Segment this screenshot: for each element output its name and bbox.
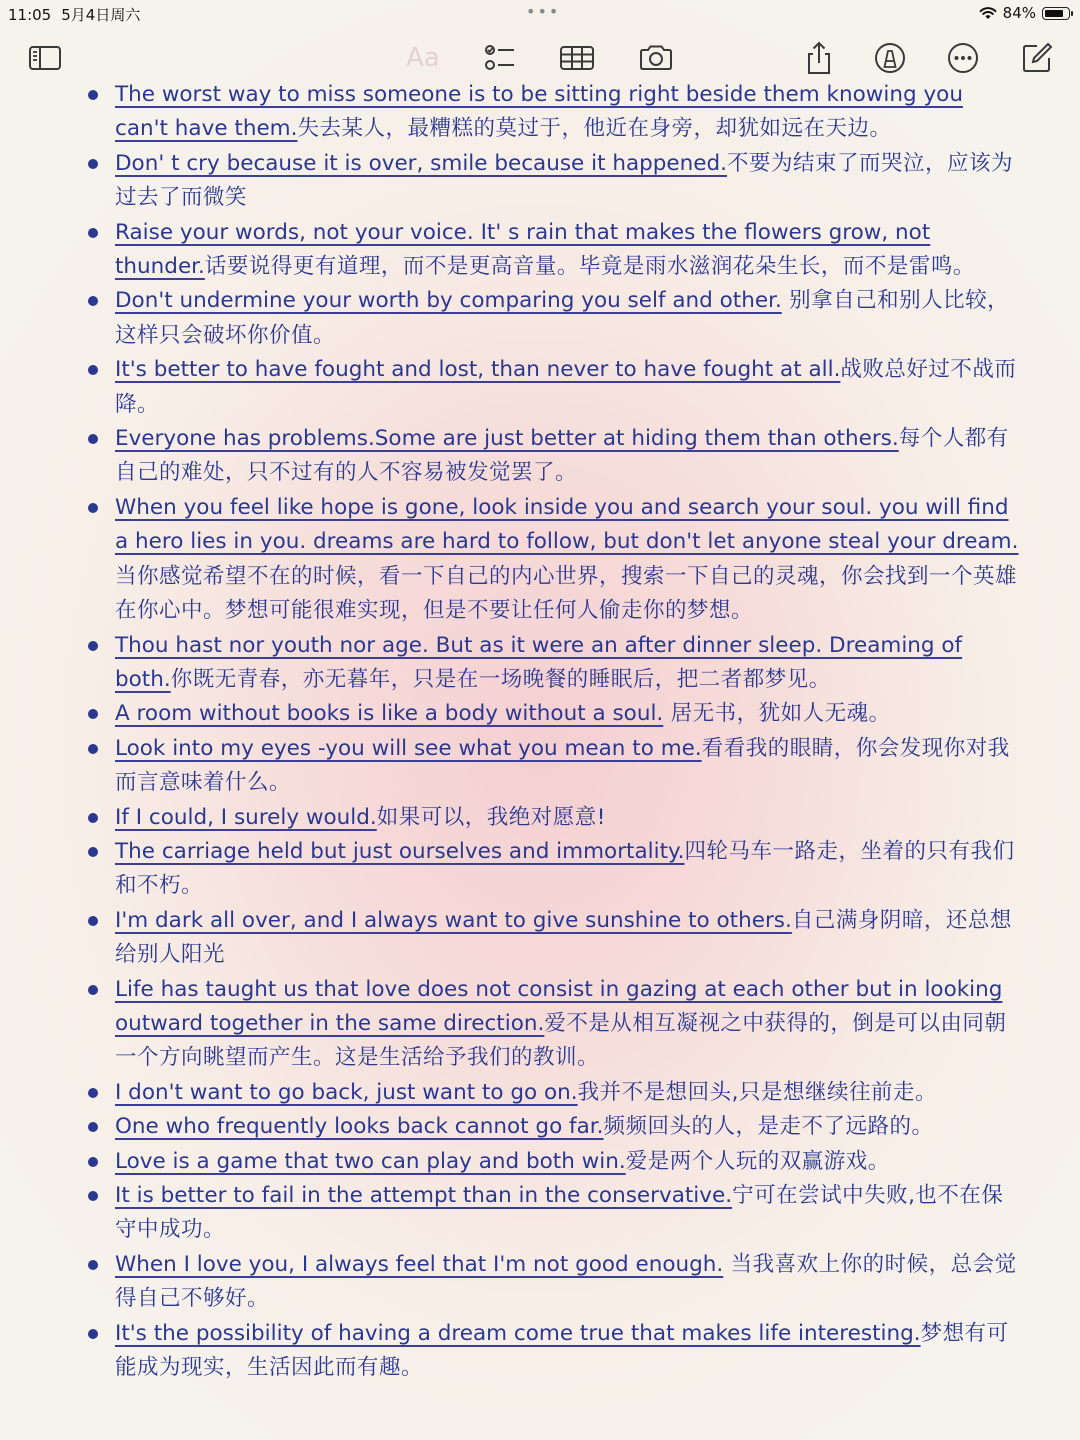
date-text: 5月4日周六 [61,6,141,24]
time-text: 11:05 [8,6,52,24]
list-item[interactable] [0,835,1080,904]
chinese-translation: 自己满身阴暗，还总想给别人阳光 [115,907,1012,968]
english-sentence: Everyone has problems.Some are just better at hiding them than others. [115,426,899,452]
english-sentence: If I could, I surely would. [115,804,377,830]
list-item[interactable] [0,1248,1080,1317]
list-item[interactable] [0,904,1080,973]
chinese-translation: 每个人都有自己的难处，只不过有的人不容易被发觉罢了。 [115,426,1009,486]
share-button[interactable] [797,36,841,80]
bullet-dot [88,434,98,444]
english-sentence: When you feel like hope is gone, look inside you and search your soul. you will find a hero lies in you. dreams are hard to follow, but don't let anyone steal your dream. [115,494,1019,555]
english-sentence: It's the possibility of having a dream come true that makes life interesting. [115,1320,921,1346]
checklist-button[interactable] [477,36,521,80]
english-sentence: I don't want to go back, just want to go on. [115,1079,578,1105]
table-icon [559,40,595,76]
english-sentence: It's better to have fought and lost, than never to have fought at all. [115,357,841,383]
chinese-translation: 当我喜欢上你的时候，总会觉得自己不够好。 [115,1251,1017,1312]
list-item[interactable] [0,732,1080,801]
chinese-translation: 我并不是想回头,只是想继续往前走。 [577,1079,937,1105]
note-body[interactable] [0,80,1080,1440]
list-item[interactable] [0,1145,1080,1179]
english-sentence: Life has taught us that love does not consist in gazing at each other but in looking outward together in the same direction. [115,976,1003,1036]
notes-toolbar [0,36,1080,82]
bullet-dot [88,1329,98,1339]
list-item[interactable] [0,1076,1080,1110]
battery-percent: 84% [1002,4,1036,22]
chinese-translation: 看看我的眼睛，你会发现你对我而言意味着什么。 [115,735,1010,796]
english-sentence: The carriage held but just ourselves and immortality. [115,838,685,864]
chinese-translation: 居无书，犹如人无魂。 [663,701,891,727]
chinese-translation: 你既无青春，亦无暮年，只是在一场晚餐的睡眠后，把二者都梦见。 [170,666,831,692]
more-icon [945,40,981,76]
list-item[interactable] [0,422,1080,491]
bullet-dot [88,503,98,513]
status-time [8,4,140,25]
english-sentence: A room without books is like a body without a soul. [115,701,664,727]
sidebar-icon [27,40,63,76]
english-sentence: One who frequently looks back cannot go far. [115,1114,604,1140]
chinese-translation: 宁可在尝试中失败,也不在保守中成功。 [115,1183,1004,1243]
english-sentence: Look into my eyes -you will see what you mean to me. [115,735,702,761]
compose-icon [1019,40,1055,76]
bullet-dot [88,365,98,375]
english-sentence: Don' t cry because it is over, smile because it happened. [115,150,727,176]
checklist-icon [481,40,517,76]
list-item[interactable] [0,1110,1080,1144]
list-item[interactable] [0,697,1080,731]
bullet-dot [88,1191,98,1201]
english-sentence: Don't undermine your worth by comparing you self and other. [115,288,782,314]
bullet-dot [88,1157,98,1167]
chinese-translation: 频频回头的人，是走不了远路的。 [603,1114,934,1140]
list-item[interactable] [0,629,1080,698]
english-sentence: Love is a game that two can play and both win. [115,1148,626,1174]
chinese-translation: 四轮马车一路走，坐着的只有我们和不朽。 [115,838,1015,899]
list-item[interactable] [0,80,1080,147]
bullet-list [0,80,1080,1385]
bullet-dot [88,1260,98,1270]
chinese-translation: 不要为结束了而哭泣，应该为过去了而微笑 [115,150,1014,211]
bullet-dot [88,916,98,926]
bullet-dot [88,159,98,169]
sidebar-toggle-button[interactable] [23,36,67,80]
chinese-translation: 当你感觉希望不在的时候，看一下自己的内心世界，搜索一下自己的灵魂，你会找到一个英雄在你心中。梦想可能很难实现，但是不要让任何人偷走你的梦想。 [115,563,1018,624]
markup-button[interactable] [868,36,912,80]
camera-button[interactable] [634,36,678,80]
battery-icon [1042,7,1070,20]
english-sentence: The worst way to miss someone is to be sitting right beside them knowing you can't have them. [115,82,963,142]
bullet-dot [88,985,98,995]
bullet-dot [88,296,98,306]
bullet-dot [88,1122,98,1132]
table-button[interactable] [555,36,599,80]
bullet-dot [88,228,98,238]
format-button[interactable] [401,36,445,80]
list-item[interactable] [0,1317,1080,1386]
list-item[interactable] [0,1179,1080,1248]
list-item[interactable] [0,801,1080,835]
chinese-translation: 话要说得更有道理，而不是更高音量。毕竟是雨水滋润花朵生长，而不是雷鸣。 [204,254,975,280]
chinese-translation: 别拿自己和别人比较，这样只会破坏你价值。 [115,288,1010,348]
chinese-translation: 失去某人，最糟糕的莫过于，他近在身旁，却犹如远在天边。 [297,116,892,142]
bullet-dot [88,90,98,100]
list-item[interactable] [0,973,1080,1076]
share-icon [801,40,837,76]
compose-button[interactable] [1015,36,1059,80]
multitasking-dots[interactable]: ••• [526,2,561,21]
english-sentence: I'm dark all over, and I always want to give sunshine to others. [115,907,792,933]
bullet-dot [88,1088,98,1098]
markup-icon [872,40,908,76]
bullet-dot [88,813,98,823]
english-sentence: Raise your words, not your voice. It' s rain that makes the flowers grow, not thunder. [115,219,931,280]
camera-icon [638,40,674,76]
format-aa-label: Aa [406,43,440,73]
more-button[interactable] [941,36,985,80]
battery-fill [1045,10,1063,17]
chinese-translation: 爱不是从相互凝视之中获得的，倒是可以由同朝一个方向眺望而产生。这是生活给予我们的教训。 [115,1010,1007,1071]
english-sentence: When I love you, I always feel that I'm not good enough. [115,1251,724,1277]
wifi-icon [979,6,997,20]
bullet-dot [88,847,98,857]
chinese-translation: 战败总好过不战而降。 [115,357,1017,417]
bullet-dot [88,744,98,754]
list-item[interactable] [0,353,1080,422]
list-item[interactable] [0,284,1080,353]
english-sentence: Thou hast nor youth nor age. But as it were an after dinner sleep. Dreaming of both. [115,632,963,692]
chinese-translation: 如果可以，我绝对愿意! [376,804,606,830]
chinese-translation: 爱是两个人玩的双赢游戏。 [625,1148,890,1174]
list-item[interactable] [0,147,1080,216]
list-item[interactable] [0,491,1080,629]
status-indicators [979,4,1070,22]
list-item[interactable] [0,216,1080,285]
bullet-dot [88,641,98,651]
english-sentence: It is better to fail in the attempt than in the conservative. [115,1183,733,1208]
chinese-translation: 梦想有可能成为现实，生活因此而有趣。 [115,1320,1009,1381]
bullet-dot [88,709,98,719]
status-bar [0,0,1080,26]
